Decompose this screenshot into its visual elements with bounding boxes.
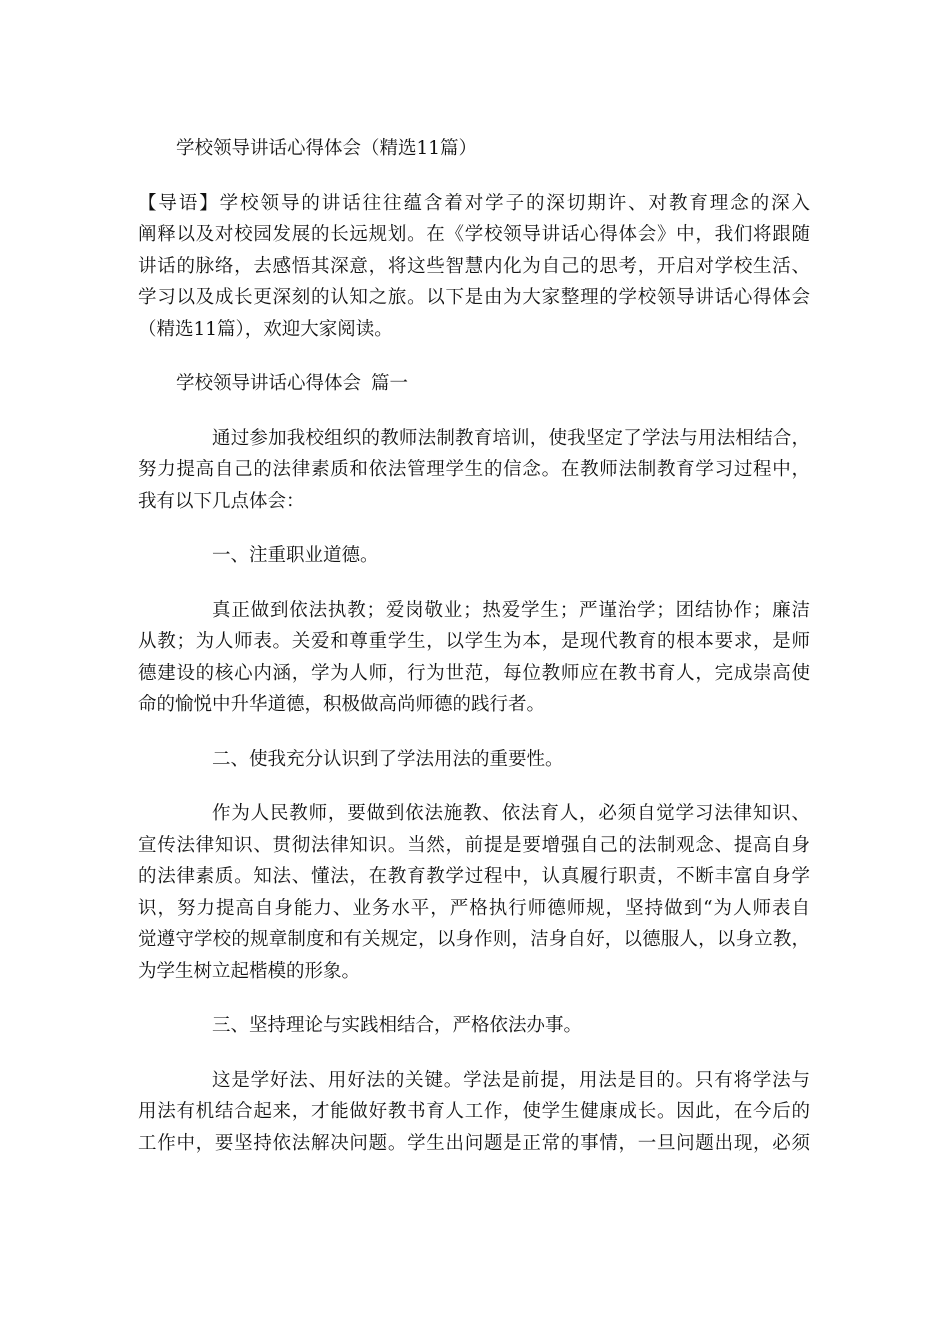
intro-line: 讲话的脉络，去感悟其深意，将这些智慧内化为自己的思考，开启对学校生活、 xyxy=(138,255,810,277)
paragraph-line: 德建设的核心内涵，学为人师，行为世范，每位教师应在教书育人，完成崇高使 xyxy=(138,662,810,684)
intro-line: 阐释以及对校园发展的长远规划。在《学校领导讲话心得体会》中，我们将跟随 xyxy=(138,224,810,245)
paragraph-line: 命的愉悦中升华道德，积极做高尚师德的践行者。 xyxy=(138,694,546,715)
paragraph-line: 识，努力提高自身能力、业务水平，严格执行师德师规，坚持做到“为人师表自 xyxy=(138,897,810,919)
paragraph-line: 努力提高自己的法律素质和依法管理学生的信念。在教师法制教育学习过程中， xyxy=(138,459,810,480)
point-heading-2: 二、使我充分认识到了学法用法的重要性。 xyxy=(212,748,564,770)
paragraph-line: 的法律素质。知法、懂法，在教育教学过程中，认真履行职责，不断丰富自身学 xyxy=(138,866,810,887)
section-heading xyxy=(138,368,810,400)
section-label: 篇一 xyxy=(371,373,409,394)
intro-line: 学习以及成长更深刻的认知之旅。以下是由为大家整理的学校领导讲话心得体会 xyxy=(138,287,810,308)
paragraph-line: 觉遵守学校的规章制度和有关规定，以身作则，洁身自好，以德服人，以身立教， xyxy=(138,929,810,950)
paragraph-line: 我有以下几点体会： xyxy=(138,490,305,512)
paragraph-line: 作为人民教师，要做到依法施教、依法育人，必须自觉学习法律知识、 xyxy=(212,803,810,824)
document-body xyxy=(138,133,810,1159)
intro-line: 【导语】学校领导的讲话往往蕴含着对学子的深切期许、对教育理念的深入 xyxy=(138,192,810,214)
paragraph-line: 这是学好法、用好法的关键。学法是前提，用法是目的。只有将学法与 xyxy=(212,1069,810,1091)
paragraph-1 xyxy=(138,423,810,518)
paragraph-line: 真正做到依法执教；爱岗敬业；热爱学生；严谨治学；团结协作；廉洁 xyxy=(212,599,810,621)
paragraph-2 xyxy=(138,595,810,721)
document-title: 学校领导讲话心得体会（精选11篇） xyxy=(176,138,478,159)
intro-line: （精选11篇），欢迎大家阅读。 xyxy=(138,318,393,340)
paragraph-line: 从教；为人师表。关爱和尊重学生，以学生为本，是现代教育的根本要求，是师 xyxy=(138,631,810,652)
section-title: 学校领导讲话心得体会 xyxy=(176,373,362,394)
paragraph-line: 为学生树立起楷模的形象。 xyxy=(138,960,361,982)
paragraph-line: 通过参加我校组织的教师法制教育培训，使我坚定了学法与用法相结合， xyxy=(212,427,810,449)
paragraph-4 xyxy=(138,1065,810,1160)
paragraph-line: 工作中，要坚持依法解决问题。学生出问题是正常的事情，一旦问题出现，必须 xyxy=(138,1132,810,1154)
paragraph-3 xyxy=(138,798,810,987)
paragraph-line: 用法有机结合起来，才能做好教书育人工作，使学生健康成长。因此，在今后的 xyxy=(138,1101,810,1122)
paragraph-line: 宣传法律知识、贯彻法律知识。当然，前提是要增强自己的法制观念、提高自身 xyxy=(138,834,810,856)
point-heading-1: 一、注重职业道德。 xyxy=(212,545,379,566)
point-heading-3: 三、坚持理论与实践相结合，严格依法办事。 xyxy=(212,1015,583,1036)
intro-paragraph xyxy=(138,188,810,346)
